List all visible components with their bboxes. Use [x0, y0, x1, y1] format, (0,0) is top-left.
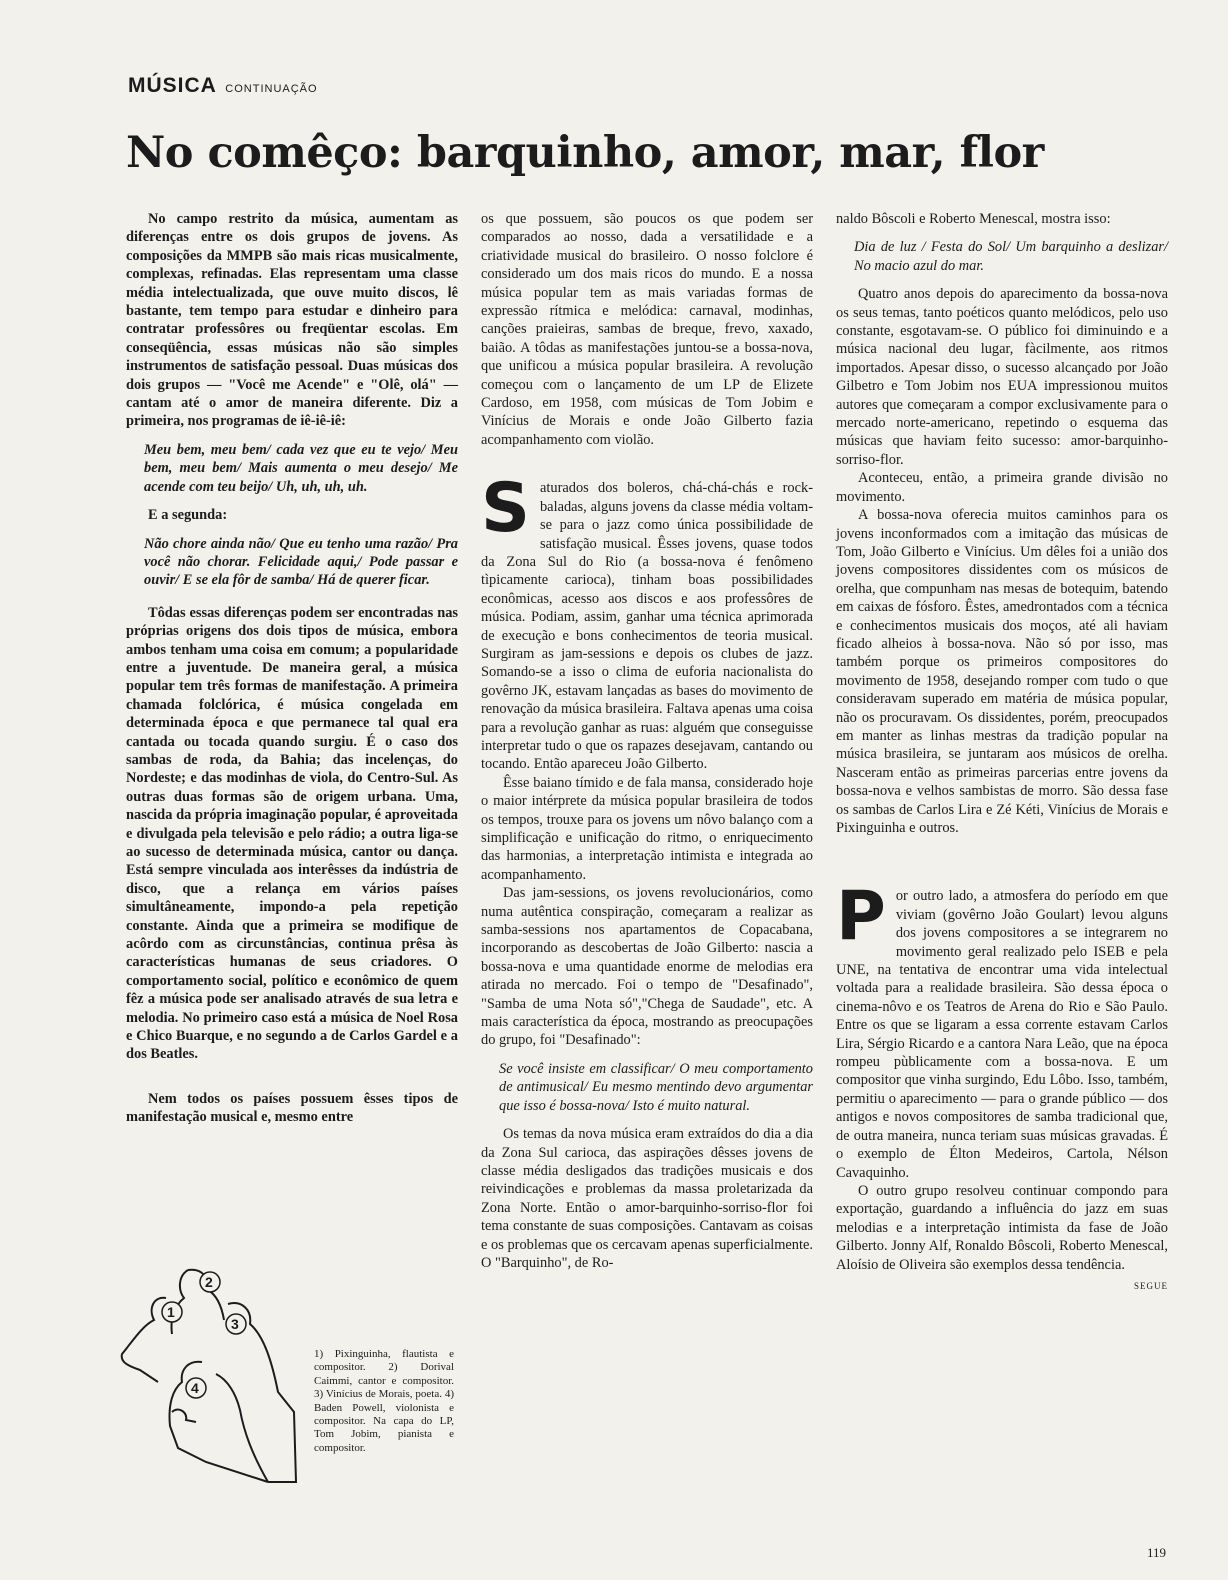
lyrics-quote: Dia de luz / Festa do Sol/ Um barquinho a deslizar/ No macio azul do mar. — [854, 239, 1168, 274]
paragraph-dropcap — [481, 469, 813, 774]
column-2 — [481, 210, 813, 1272]
lyrics-quote: Meu bem, meu bem/ cada vez que eu te vejo/ Meu bem, meu bem/ Mais aumenta o meu desejo/ Me acende com teu beijo/ Uh, uh, uh, uh. — [144, 441, 458, 495]
paragraph — [836, 1182, 1168, 1291]
figure-outline — [122, 1298, 166, 1382]
paragraph: A bossa-nova oferecia muitos caminhos para os jovens inconformados com a imitação das músicas de Tom, João Gilberto e Vinícius. Um dêles foi a união dos jovens compositores dissidentes com os músicos de orelha, que compunham nas mesas de botequim, batendo em caixas de fósforo. Êstes, amedrontados com a técnica e conhecimentos musicais dos moços, até ali haviam ficado alheios à bossa-nova. Não só por isso, mas também porque os primeiros compositores do movimento de 1958, desejando romper com tudo o que consideravam superado em matéria de música popular, não os procuravam. Os dissidentes, porém, preocupados em manter as linhas mestras da tradição popular na música brasileira, se juntaram aos músicos de orelha. Nasceram então as primeiras parcerias entre jovens da bossa-nova e velhos sambistas de morro. São dessa fase os sambas de Carlos Lira e Zé Kéti, Vinícius de Morais e Pixinguinha e outros. — [836, 507, 1168, 836]
column-3 — [836, 210, 1168, 1295]
paragraph-text: O outro grupo resolveu continuar compondo para exportação, guardando a influência do jazz em suas melodias e a interpretação intimista da fase de João Gilberto. Jonny Alf, Ronaldo Bôscoli, Roberto Menescal, Aloísio de Oliveira são exemplos dessa tendência. — [836, 1182, 1168, 1273]
paragraph: Aconteceu, então, a primeira grande divisão no movimento. — [836, 470, 1168, 505]
figure-number-3: 3 — [231, 1316, 239, 1332]
page-number: 119 — [1147, 1545, 1167, 1560]
paragraph: E a segunda: — [148, 507, 228, 524]
figure-number-4: 4 — [191, 1380, 199, 1396]
figure-outline — [216, 1374, 268, 1482]
paragraph: naldo Bôscoli e Roberto Menescal, mostra isso: — [836, 211, 1111, 227]
musicians-line-drawing — [118, 1262, 308, 1492]
paragraph: Das jam-sessions, os jovens revolucionários, como numa autêntica conspiração, começaram a realizar as samba-sessions nos apartamentos de Copacabana, incorporando as descobertas de João Gilberto: nascia a bossa-nova e uma quantidade enorme de melodias era atirada no mercado. Foi o tempo de "Desafinado", "Samba de uma Nota só","Chega de Saudade", etc. A mais característica da época, mostrando as preocupações do grupo, foi "Desafinado": — [481, 885, 813, 1049]
figure-outline — [172, 1410, 196, 1422]
section-continuation: CONTINUAÇÃO — [225, 83, 318, 95]
section-header — [128, 74, 318, 98]
column-1 — [126, 210, 458, 1127]
paragraph: os que possuem, são poucos os que podem ser comparados ao nosso, dada a versatilidade e a criatividade musical do brasileiro. O nosso folclore é considerado um dos mais ricos do mundo. E a nossa música popular tem as mais variadas formas de expressão rítmica e melódica: carnaval, modinhas, canções praieiras, sambas de breque, frevo, xaxado, baião. A tôdas as manifestações juntou-se a bossa-nova, que unificou a música popular brasileira. A revolução começou com o lançamento de um LP de Elizete Cardoso, em 1958, com músicas de Tom Jobim e Vinícius de Morais e onde João Gilberto fazia acompanhamento com violão. — [481, 211, 813, 448]
dropcap-letter: P — [836, 877, 886, 957]
paragraph-text: aturados dos boleros, chá-chá-chás e rock-baladas, alguns jovens da classe média voltam-se para o jazz como única possibilidade de satisfação musical. Êsses jovens, quase todos da Zona Sul do Rio (a bossa-nova é fenômeno tìpicamente carioca), tinham boas possibilidades econômicas, acesso aos discos e aos professôres de música. Podiam, assim, ganhar uma técnica aprimorada de execução e bons conhecimentos de teoria musical. Surgiram as jam-sessions e depois os clubes de jazz. Somando-se a isso o clima de euforia nacionalista do govêrno JK, estavam lançadas as bases do movimento de renovação da música brasileira. Faltava apenas uma coisa para a revolução ganhar as ruas: alguém que conseguisse interpretar tudo o que os rapazes desejavam, cantando ou tocando. Então apareceu João Gilberto. — [481, 480, 813, 773]
paragraph: Nem todos os países possuem êsses tipos de manifestação musical e, mesmo entre — [126, 1090, 458, 1126]
paragraph: Quatro anos depois do aparecimento da bossa-nova os seus temas, tanto poéticos quanto melódicos, pelo uso constante, esgotavam-se. O público foi diminuindo e a música nacional deu lugar, fàcilmente, aos ritmos importados. Apesar disso, o sucesso alcançado por João Gilbetro e Tom Jobim nos EUA impressionou muitos autores que começaram a compor exclusivamente para o mercado norte-americano, repetindo o esquema das músicas que haviam feito sucesso: amor-barquinho-sorriso-flor. — [836, 286, 1168, 468]
paragraph-dropcap — [836, 877, 1168, 1182]
paragraph: Êsse baiano tímido e de fala mansa, considerado hoje o maior intérprete da música popular brasileira de todos os tempos, trouxe para os jovens um nôvo balanço com a simplificação e unificação do ritmo, o enriquecimento das harmonias, a interpretação intimista e integrada ao acompanhamento. — [481, 774, 813, 883]
lyrics-quote: Se você insiste em classificar/ O meu comportamento de antimusical/ Eu mesmo mentindo devo argumentar que isso é bossa-nova/ Isto é muito natural. — [499, 1060, 813, 1114]
figure-outline — [170, 1362, 269, 1482]
dropcap-letter: S — [481, 469, 530, 549]
paragraph: Tôdas essas diferenças podem ser encontradas nas próprias origens dos dois tipos de música, embora ambos tenham uma coisa em comum; a popularidade entre a juventude. De maneira geral, a música popular tem três formas de manifestação. A primeira chamada folclórica, é música congelada em determinada época e que permanece tal qual era cantada ou tocada quando surgiu. É o caso dos sambas de roda, da Bahia; das incelenças, do Nordeste; e das modinhas de viola, do Centro-Sul. As outras duas formas são de origem urbana. Uma, nascida da própria imaginação popular, é aproveitada e divulgada pela televisão e pelo rádio; a outra liga-se ao sucesso de determinada música, cantor ou dança. Está sempre vinculada aos interêsses da indústria de disco, que a relança em vários países simultâneamente, impondo-a pela repetição constante. Ainda que a primeira se modifique de acôrdo com as circunstâncias, continua prêsa às características humanas de seus criadores. O comportamento social, político e econômico de quem fêz a música pode ser analisado através de sua letra e melodia. No primeiro caso está a música de Noel Rosa e Chico Buarque, e no segundo a de Carlos Gardel e a dos Beatles. — [126, 604, 458, 1063]
paragraph: No campo restrito da música, aumentam as diferenças entre os dois grupos de jovens. As composições da MMPB são mais ricas musicalmente, complexas, refinadas. Elas representam uma classe média intelectualizada, que ouve muito discos, lê bastante, tem tempo para estudar e dinheiro para contratar professôres ou freqüentar escolas. Em conseqüência, essas músicas não são simples instrumentos de satisfação pessoal. Duas músicas dos dois grupos — "Você me Acende" e "Olê, olá" — cantam até o amor de maneira diferente. Diz a primeira, nos programas de iê-iê-iê: — [126, 211, 458, 430]
figure-number-2: 2 — [205, 1274, 213, 1290]
paragraph: Os temas da nova música eram extraídos do dia a dia da Zona Sul carioca, das aspirações dêsses jovens de classe média desligados das tradições musicais e dos reivindicações e problemas da massa proletarizada da Zona Norte. Então o amor-barquinho-sorriso-flor foi tema constante de suas composições. Cantavam as coisas e os problemas que os cercavam apenas superficialmente. O "Barquinho", de Ro- — [481, 1126, 813, 1271]
lyrics-quote: Não chore ainda não/ Que eu tenho uma razão/ Pra você não chorar. Felicidade aqui,/ Pode passar e ouvir/ E se ela fôr de samba/ Há de querer ficar. — [144, 535, 458, 589]
figure-caption: 1) Pixinguinha, flautista e compositor. 2) Dorival Caimmi, cantor e compositor. 3) Vinícius de Morais, poeta. 4) Baden Powell, violonista e compositor. Na capa do LP, Tom Jobim, pianista e compositor. — [314, 1348, 454, 1454]
section-name: MÚSICA — [128, 74, 217, 97]
paragraph-text: or outro lado, a atmosfera do período em que viviam (govêrno João Goulart) levou alguns dos jovens compositores a se integrarem no movimento geral realizado pelo ISEB e pela UNE, na tentativa de encontrar uma vida intelectual voltada para a realidade brasileira. São dessa época o cinema-nôvo e os Teatros de Arena do Rio e São Paulo. Entre os que se ligaram a essa corrente estavam Carlos Lira, Sérgio Ricardo e a cantora Nara Leão, que na época rompeu pùblicamente com a bossa-nova. E um compositor que vinha surgindo, Edu Lôbo. Isso, também, permitiu o aparecimento — para o grande público — dos antigos e novos compositores de samba tradicional que, de outra maneira, nunca teriam suas músicas gravadas. É o exemplo de Élton Medeiros, Cartola, Nélson Cavaquinho. — [836, 888, 1168, 1181]
continued-marker: SEGUE — [1134, 1280, 1168, 1291]
figure-number-1: 1 — [167, 1304, 175, 1320]
article-title: No comêço: barquinho, amor, mar, flor — [126, 128, 1044, 178]
